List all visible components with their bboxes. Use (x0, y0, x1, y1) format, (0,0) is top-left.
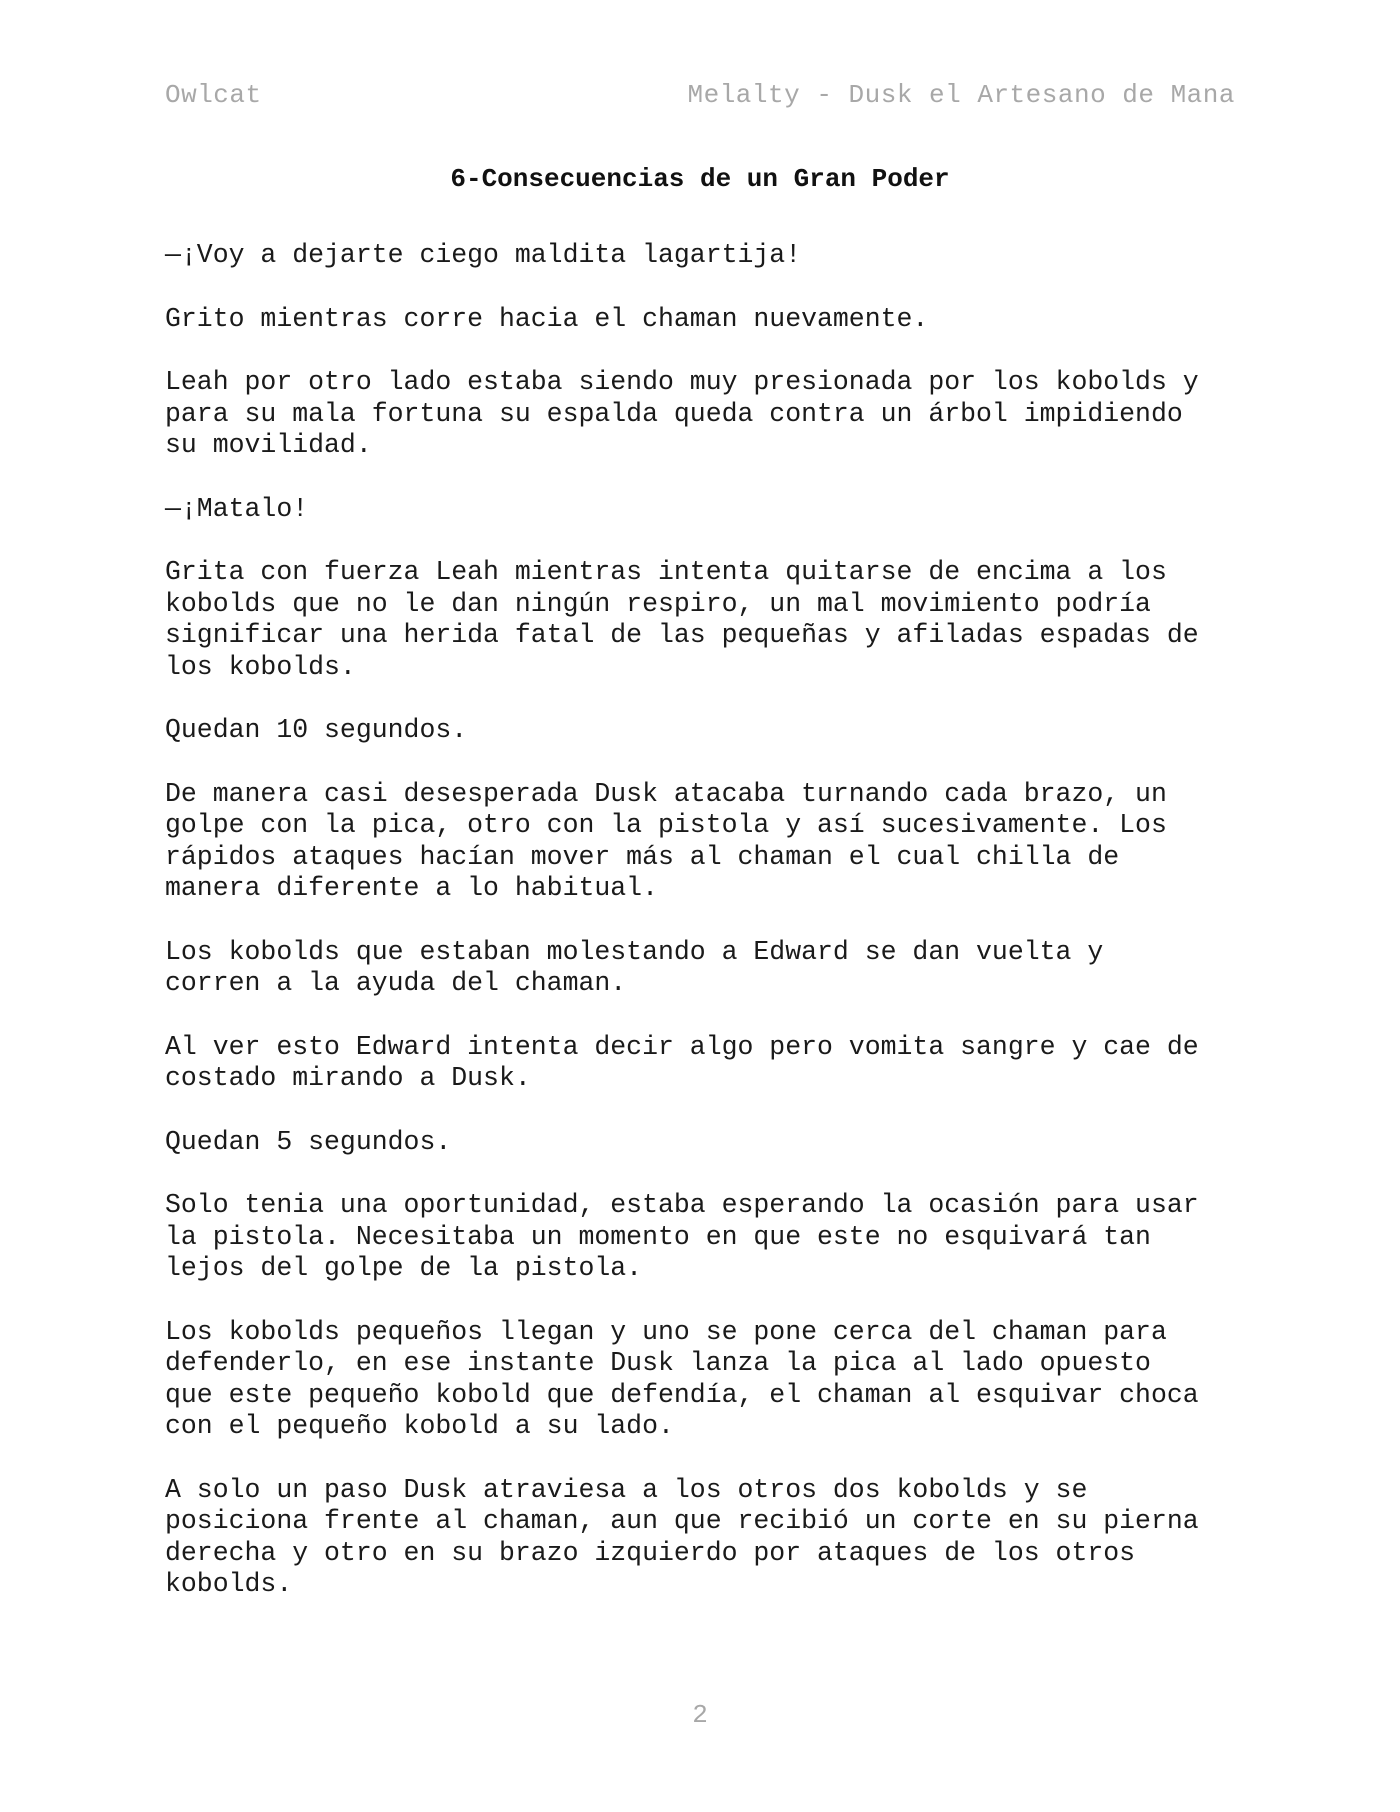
paragraph: Leah por otro lado estaba siendo muy presionada por los kobolds y para su mala fortuna su espalda queda contra un árbol impidiendo su movilidad. (165, 367, 1199, 460)
paragraph: Quedan 5 segundos. (165, 1126, 452, 1157)
paragraph: Grito mientras corre hacia el chaman nuevamente. (165, 303, 929, 334)
paragraph: Grita con fuerza Leah mientras intenta quitarse de encima a los kobolds que no le dan ningún respiro, un mal movimiento podría significar una herida fatal de las pequeñas y afiladas espadas de los kobolds. (165, 557, 1199, 682)
running-header (165, 80, 1235, 110)
paragraph: —¡Voy a dejarte ciego maldita lagartija! (165, 240, 802, 270)
chapter-title: 6-Consecuencias de un Gran Poder (450, 164, 950, 194)
paragraph: Los kobolds pequeños llegan y uno se pone cerca del chaman para defenderlo, en ese instante Dusk lanza la pica al lado opuesto que este pequeño kobold que defendía, el chaman al esquivar choca con el pequeño kobold a su lado. (165, 1316, 1199, 1441)
paragraph: Solo tenia una oportunidad, estaba esperando la ocasión para usar la pistola. Necesitaba un momento en que este no esquivará tan lejos del golpe de la pistola. (165, 1190, 1199, 1283)
paragraph: A solo un paso Dusk atraviesa a los otros dos kobolds y se posiciona frente al chaman, aun que recibió un corte en su pierna derecha y otro en su brazo izquierdo por ataques de los otros kobolds. (165, 1474, 1199, 1599)
paragraph: Quedan 10 segundos. (165, 715, 468, 745)
paragraph: De manera casi desesperada Dusk atacaba turnando cada brazo, un golpe con la pica, otro con la pistola y así sucesivamente. Los rápidos ataques hacían mover más al chaman el cual chilla de manera diferente a lo habitual. (165, 778, 1167, 903)
header-author: Owlcat (165, 80, 262, 110)
paragraph: Los kobolds que estaban molestando a Edward se dan vuelta y corren a la ayuda del chaman. (165, 936, 1104, 998)
body-text (165, 240, 1240, 1633)
header-book-title: Melalty - Dusk el Artesano de Mana (687, 80, 1235, 110)
paragraph: Al ver esto Edward intenta decir algo pero vomita sangre y cae de costado mirando a Dusk. (165, 1031, 1199, 1093)
paragraph: —¡Matalo! (165, 493, 309, 524)
page-number: 2 (692, 1700, 708, 1730)
